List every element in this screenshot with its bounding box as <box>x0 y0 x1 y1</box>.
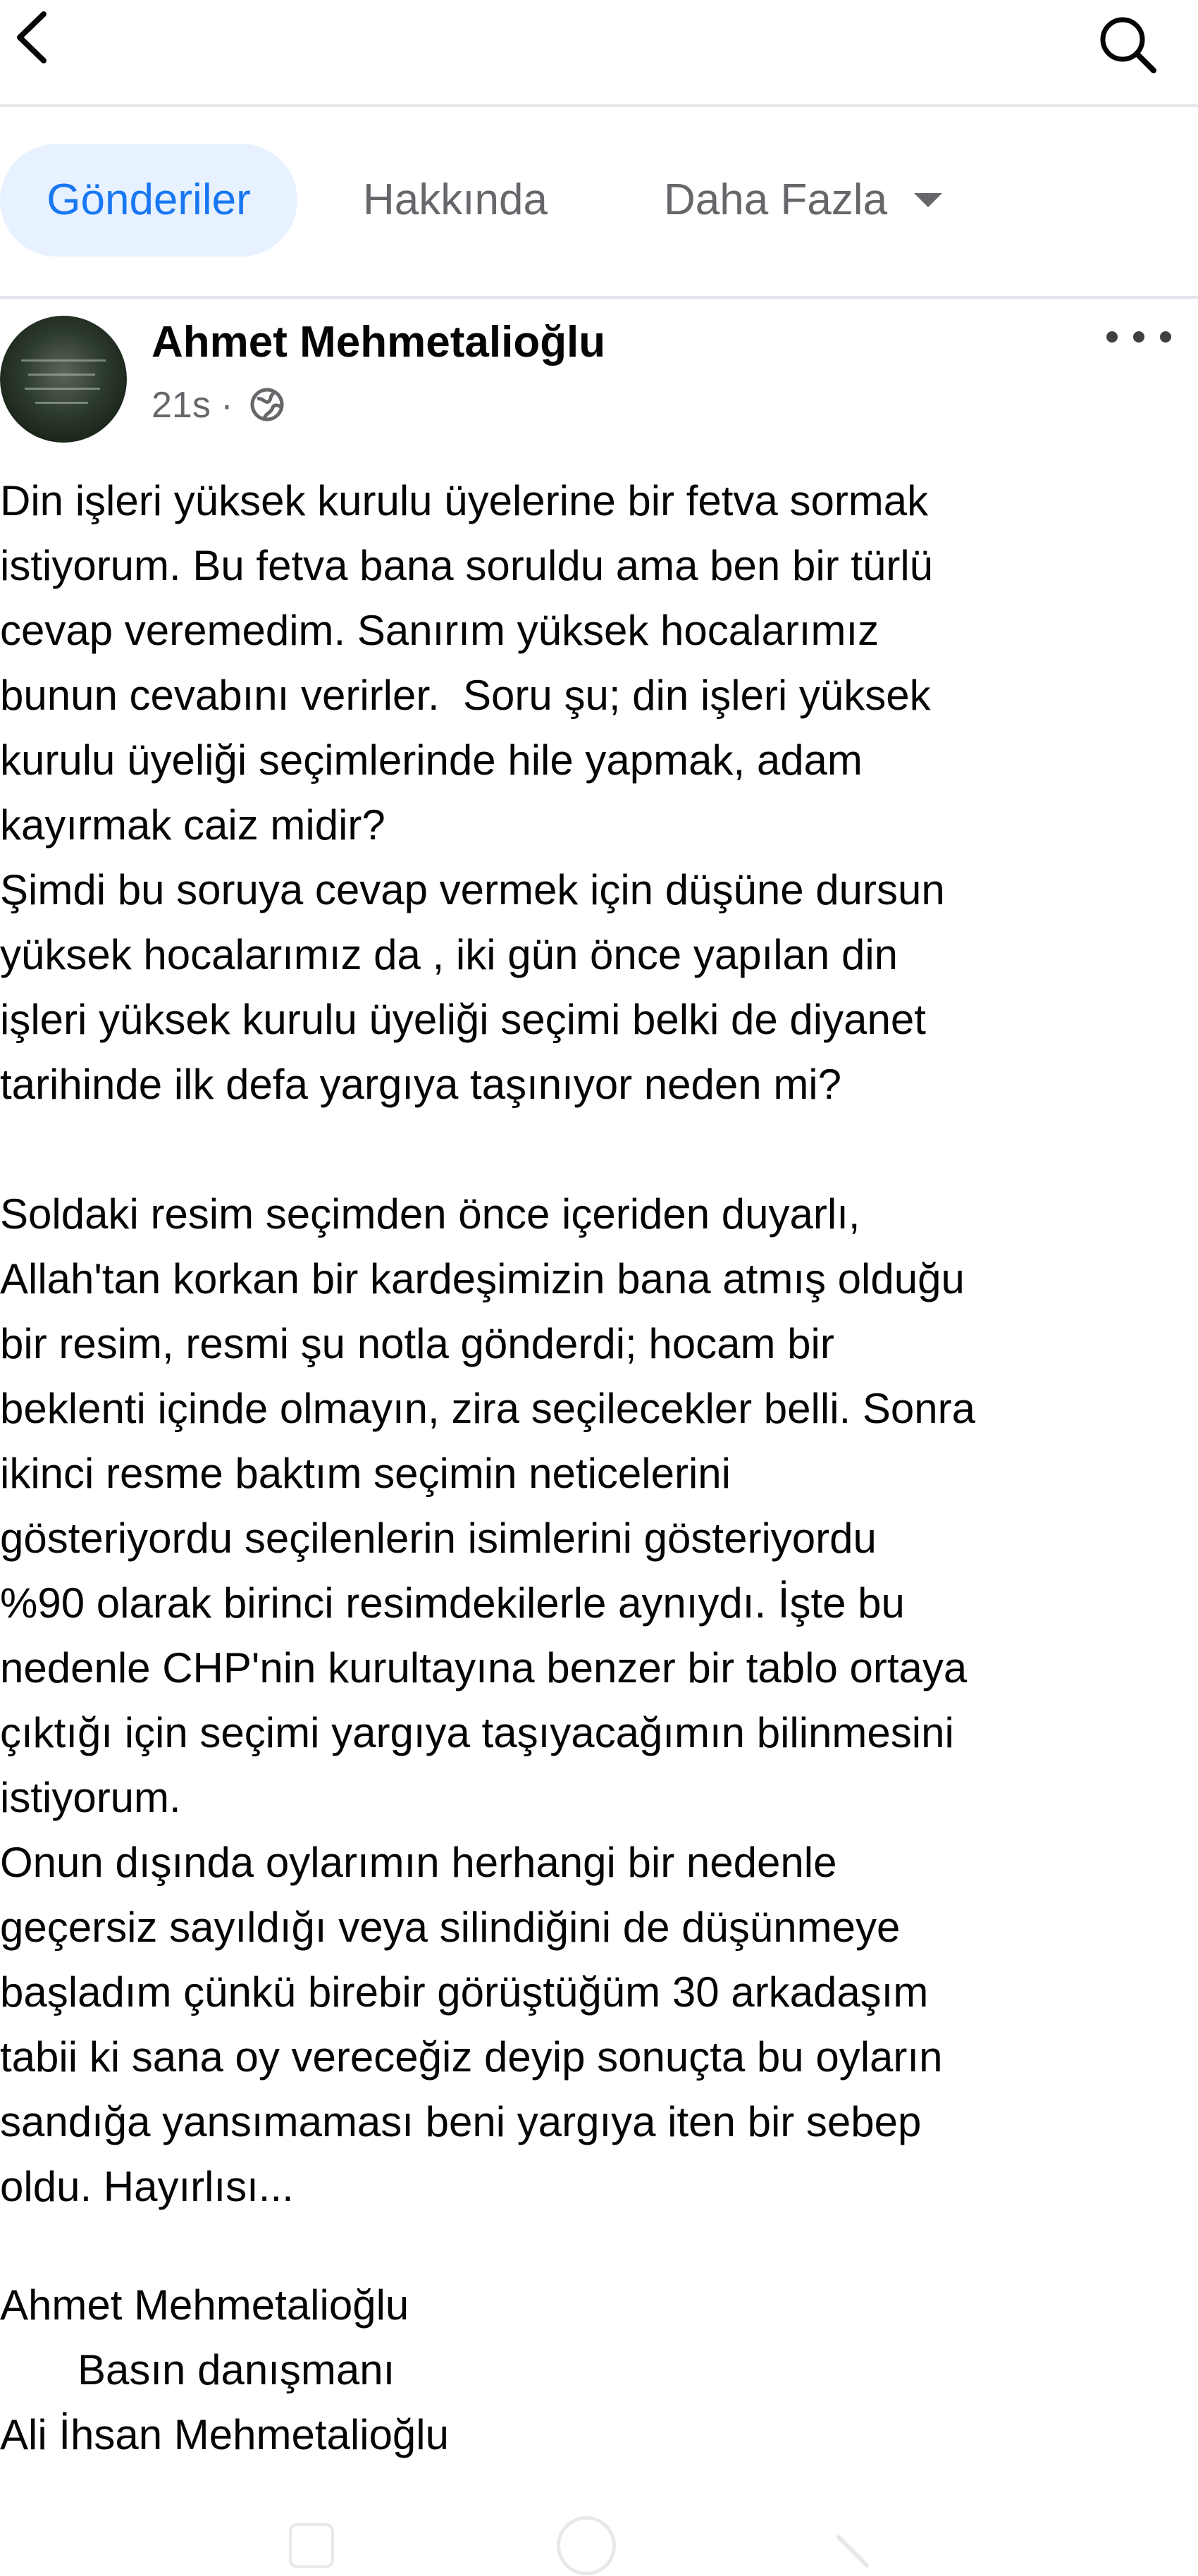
post-body-line: bunun cevabını verirler. Soru şu; din işleri yüksek <box>0 672 931 719</box>
post-body-line: Onun dışında oylarımın herhangi bir nedenle <box>0 1839 837 1886</box>
post-body <box>0 469 1191 2219</box>
post-body-line: beklenti içinde olmayın, zira seçilecekler belli. Sonra <box>0 1385 975 1432</box>
home-icon[interactable] <box>557 2516 616 2575</box>
profile-tabs <box>0 107 1198 299</box>
recent-apps-icon[interactable] <box>289 2523 334 2568</box>
more-dots-icon <box>1106 331 1118 343</box>
signature-name-2: Ali İhsan Mehmetalioğlu <box>0 2411 450 2458</box>
post-body-line: Din işleri yüksek kurulu üyelerine bir fetva sormak <box>0 477 929 524</box>
tab-posts[interactable] <box>0 144 297 257</box>
post-body-line: tabii ki sana oy vereceğiz deyip sonuçta bu oyların <box>0 2033 943 2081</box>
chevron-left-icon <box>7 6 63 69</box>
tab-posts-label: Gönderiler <box>47 175 251 224</box>
system-nav-bar <box>0 2509 1198 2576</box>
post-signature <box>0 2273 449 2467</box>
back-button[interactable] <box>7 6 63 69</box>
post-body-line: bir resim, resmi şu notla gönderdi; hocam bir <box>0 1320 834 1367</box>
post-body-line: istiyorum. <box>0 1774 181 1821</box>
signature-role: Basın danışmanı <box>78 2346 395 2393</box>
post-body-line: kurulu üyeliği seçimlerinde hile yapmak, adam <box>0 737 863 784</box>
signature-name: Ahmet Mehmetalioğlu <box>0 2281 409 2329</box>
avatar[interactable] <box>0 316 127 443</box>
post-body-line: nedenle CHP'nin kurultayına benzer bir tablo ortaya <box>0 1644 968 1691</box>
post-menu-button[interactable] <box>1106 323 1177 351</box>
post-body-line <box>0 1117 1191 1182</box>
post-body-line: ikinci resme baktım seçimin neticelerini <box>0 1450 731 1497</box>
post-body-line: başladım çünkü birebir görüştüğüm 30 arkadaşım <box>0 1968 929 2016</box>
post-body-line: çıktığı için seçimi yargıya taşıyacağımın bilinmesini <box>0 1709 954 1756</box>
post-time[interactable]: 21s · <box>152 385 233 426</box>
post-body-line: gösteriyordu seçilenlerin isimlerini gösteriyordu <box>0 1515 877 1562</box>
globe-icon <box>249 386 285 423</box>
post-body-line: %90 olarak birinci resimdekilerle aynıydı. İşte bu <box>0 1579 905 1627</box>
post-body-line: oldu. Hayırlısı... <box>0 2163 294 2210</box>
tab-more[interactable] <box>664 144 942 257</box>
caret-down-icon <box>914 193 942 207</box>
tab-more-label: Daha Fazla <box>664 175 888 224</box>
post-body-line: kayırmak caiz midir? <box>0 801 385 849</box>
post-author[interactable]: Ahmet Mehmetalioğlu <box>152 318 606 366</box>
post-body-line: işleri yüksek kurulu üyeliği seçimi belki de diyanet <box>0 996 926 1043</box>
tab-about-label: Hakkında <box>363 175 548 224</box>
post-meta <box>152 384 285 426</box>
post-body-line: sandığa yansımaması beni yargıya iten bir sebep <box>0 2098 922 2145</box>
post-header <box>0 303 1198 444</box>
post-body-line: cevap veremedim. Sanırım yüksek hocalarımız <box>0 607 879 654</box>
search-button[interactable] <box>1089 8 1166 79</box>
top-bar <box>0 0 1198 107</box>
search-icon <box>1089 8 1166 79</box>
post-body-line: geçersiz sayıldığı veya silindiğini de düşünmeye <box>0 1904 901 1951</box>
post-body-line: Soldaki resim seçimden önce içeriden duyarlı, <box>0 1190 860 1238</box>
post-body-line: Allah'tan korkan bir kardeşimizin bana atmış olduğu <box>0 1255 965 1302</box>
tab-about[interactable] <box>363 144 548 257</box>
post-body-line: Şimdi bu soruya cevap vermek için düşüne dursun <box>0 866 945 913</box>
back-arrow-icon[interactable] <box>832 2530 874 2572</box>
post-body-line: yüksek hocalarımız da , iki gün önce yapılan din <box>0 931 898 978</box>
post-body-line: tarihinde ilk defa yargıya taşınıyor neden mi? <box>0 1061 841 1108</box>
post-body-line: istiyorum. Bu fetva bana soruldu ama ben bir türlü <box>0 542 934 589</box>
